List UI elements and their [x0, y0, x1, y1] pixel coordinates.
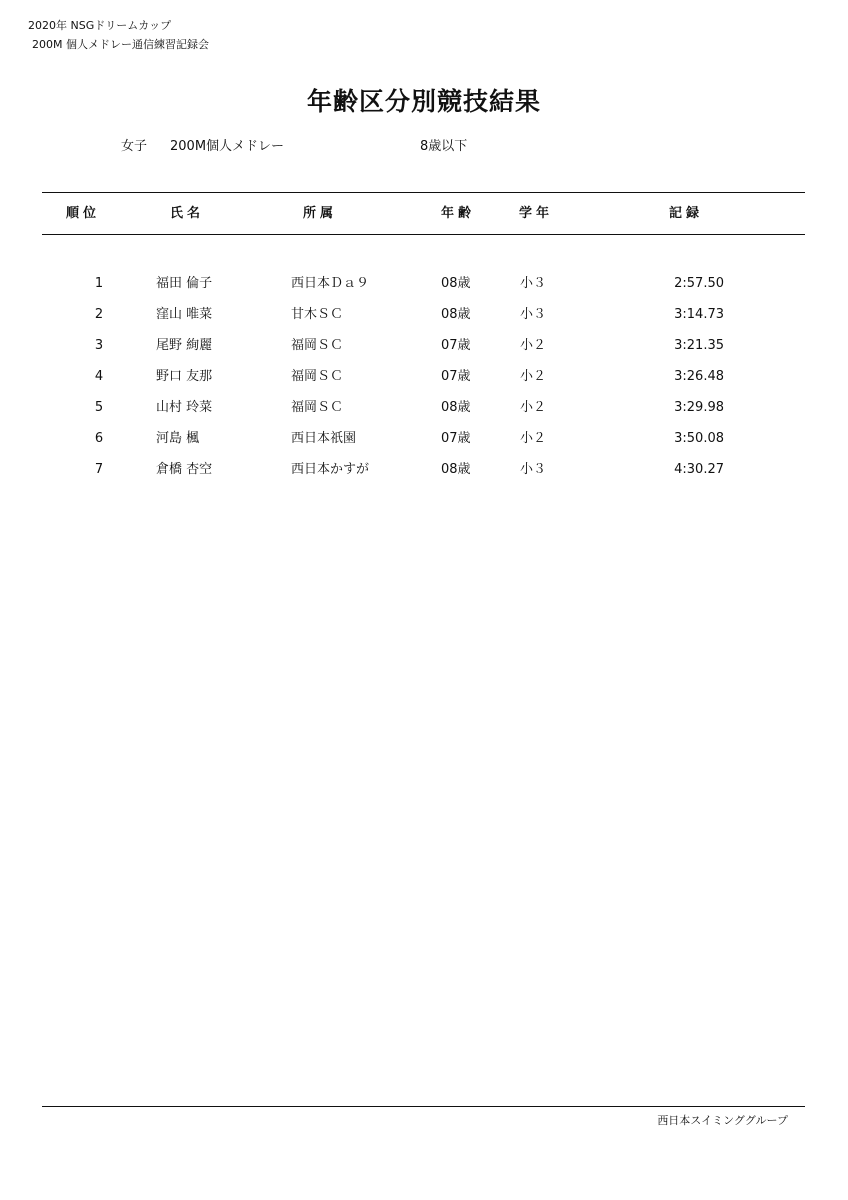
time-cell: 4:30.27 — [674, 462, 724, 477]
grade-cell: 小２ — [520, 400, 547, 415]
time-cell: 2:57.50 — [674, 276, 724, 291]
rank-cell: 4 — [94, 369, 104, 384]
table-row — [0, 274, 848, 294]
rank-cell: 1 — [94, 276, 104, 291]
team-cell: 西日本祇園 — [291, 431, 357, 446]
table-top-rule — [42, 192, 805, 193]
age-cell: 07歳 — [441, 431, 471, 446]
column-header-age: 年齢 — [441, 206, 476, 221]
grade-cell: 小２ — [520, 338, 547, 353]
name-cell: 窪山 唯菜 — [156, 307, 213, 322]
gender-label: 女子 — [121, 139, 148, 154]
name-cell: 野口 友那 — [156, 369, 213, 384]
footer-organization: 西日本スイミンググループ — [657, 1114, 788, 1127]
column-header-rank: 順位 — [66, 206, 101, 221]
age-cell: 08歳 — [441, 400, 471, 415]
team-cell: 福岡ＳＣ — [291, 369, 344, 384]
name-cell: 尾野 絢麗 — [156, 338, 213, 353]
age-cell: 08歳 — [441, 462, 471, 477]
age-cell: 07歳 — [441, 369, 471, 384]
event-name: 2020年 NSGドリームカップ — [28, 19, 172, 32]
team-cell: 甘木ＳＣ — [291, 307, 344, 322]
header-bottom-rule — [42, 234, 805, 235]
rank-cell: 6 — [94, 431, 104, 446]
age-cell: 08歳 — [441, 276, 471, 291]
column-header-time: 記録 — [669, 206, 704, 221]
grade-cell: 小３ — [520, 462, 547, 477]
age-cell: 08歳 — [441, 307, 471, 322]
grade-cell: 小３ — [520, 276, 547, 291]
rank-cell: 3 — [94, 338, 104, 353]
team-cell: 福岡ＳＣ — [291, 400, 344, 415]
footer-rule — [42, 1106, 805, 1107]
grade-cell: 小２ — [520, 369, 547, 384]
team-cell: 西日本Ｄａ９ — [291, 276, 370, 291]
race-event-label: 200M個人メドレー — [170, 139, 285, 154]
time-cell: 3:26.48 — [674, 369, 724, 384]
time-cell: 3:29.98 — [674, 400, 724, 415]
table-row — [0, 398, 848, 418]
team-cell: 西日本かすが — [291, 462, 370, 477]
grade-cell: 小２ — [520, 431, 547, 446]
column-header-team: 所属 — [303, 206, 338, 221]
table-row — [0, 460, 848, 480]
name-cell: 河島 楓 — [156, 431, 200, 446]
column-header-name: 氏名 — [170, 206, 205, 221]
age-group-label: 8歳以下 — [420, 139, 468, 154]
column-header-grade: 学年 — [519, 206, 554, 221]
time-cell: 3:14.73 — [674, 307, 724, 322]
rank-cell: 2 — [94, 307, 104, 322]
rank-cell: 7 — [94, 462, 104, 477]
table-row — [0, 367, 848, 387]
grade-cell: 小３ — [520, 307, 547, 322]
age-cell: 07歳 — [441, 338, 471, 353]
rank-cell: 5 — [94, 400, 104, 415]
table-row — [0, 336, 848, 356]
time-cell: 3:50.08 — [674, 431, 724, 446]
event-subtitle: 200M 個人メドレー通信練習記録会 — [32, 38, 209, 51]
name-cell: 倉橋 杏空 — [156, 462, 213, 477]
name-cell: 山村 玲菜 — [156, 400, 213, 415]
page-title: 年齢区分別競技結果 — [306, 87, 541, 116]
time-cell: 3:21.35 — [674, 338, 724, 353]
name-cell: 福田 倫子 — [156, 276, 213, 291]
team-cell: 福岡ＳＣ — [291, 338, 344, 353]
table-row — [0, 305, 848, 325]
table-row — [0, 429, 848, 449]
